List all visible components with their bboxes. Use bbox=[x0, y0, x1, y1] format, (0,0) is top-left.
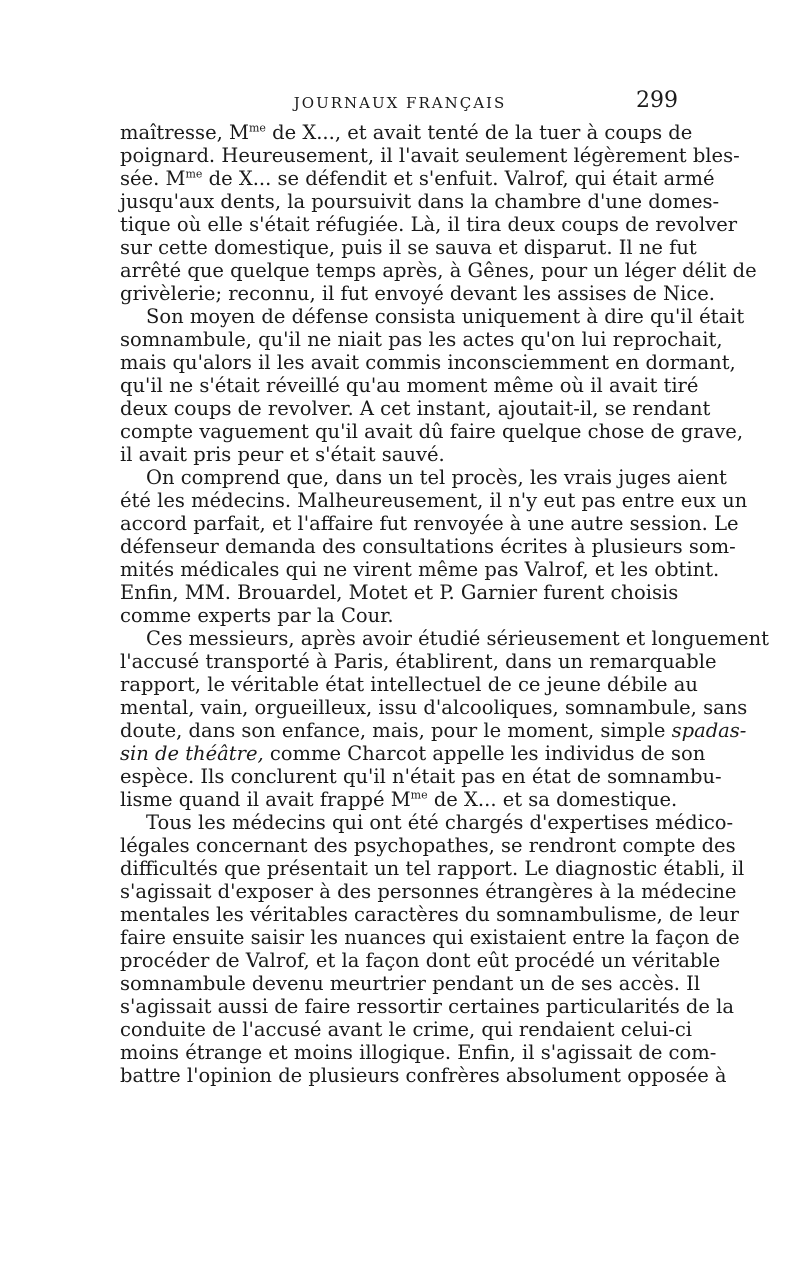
text-line: deux coups de revolver. A cet instant, ajoutait-il, se rendant bbox=[120, 397, 711, 420]
text-line: légales concernant des psychopathes, se rendront compte des bbox=[120, 834, 736, 857]
text-line: été les médecins. Malheureusement, il n'y eut pas entre eux un bbox=[120, 489, 748, 512]
page-number: 299 bbox=[636, 88, 678, 113]
text-line: s'agissait aussi de faire ressortir certaines particularités de la bbox=[120, 995, 735, 1018]
text-line: battre l'opinion de plusieurs confrères absolument opposée à bbox=[120, 1064, 727, 1087]
body-text bbox=[120, 121, 769, 1087]
text-line: Enfin, MM. Brouardel, Motet et P. Garnier furent choisis bbox=[120, 581, 679, 604]
page-header bbox=[120, 88, 680, 118]
text-line: s'agissait d'exposer à des personnes étrangères à la médecine bbox=[120, 880, 737, 903]
text-line: tique où elle s'était réfugiée. Là, il tira deux coups de revolver bbox=[120, 213, 738, 236]
text-line: doute, dans son enfance, mais, pour le moment, simple spadas- bbox=[120, 719, 747, 742]
text-line: accord parfait, et l'affaire fut renvoyée à une autre session. Le bbox=[120, 512, 739, 535]
text-line: jusqu'aux dents, la poursuivit dans la chambre d'une domes- bbox=[120, 190, 720, 213]
text-line: procéder de Valrof, et la façon dont eût procédé un véritable bbox=[120, 949, 721, 972]
text-line: sin de théâtre, comme Charcot appelle les individus de son bbox=[120, 742, 706, 765]
text-line: mais qu'alors il les avait commis inconsciemment en dormant, bbox=[120, 351, 736, 374]
text-line: faire ensuite saisir les nuances qui existaient entre la façon de bbox=[120, 926, 740, 949]
text-line: comme experts par la Cour. bbox=[120, 604, 394, 627]
text-line: Tous les médecins qui ont été chargés d'expertises médico- bbox=[146, 811, 734, 834]
text-line: difficultés que présentait un tel rapport. Le diagnostic établi, il bbox=[120, 857, 745, 880]
text-line: Son moyen de défense consista uniquement à dire qu'il était bbox=[146, 305, 745, 328]
text-line: compte vaguement qu'il avait dû faire quelque chose de grave, bbox=[120, 420, 744, 443]
text-line: arrêté que quelque temps après, à Gênes, pour un léger délit de bbox=[120, 259, 757, 282]
text-line: il avait pris peur et s'était sauvé. bbox=[120, 443, 445, 466]
text-line: somnambule, qu'il ne niait pas les actes qu'on lui reprochait, bbox=[120, 328, 723, 351]
text-line: sée. $M^{me}$ de X... se défendit et s'enfuit. Valrof, qui était armé bbox=[120, 167, 715, 190]
text-line: somnambule devenu meurtrier pendant un de ses accès. Il bbox=[120, 972, 701, 995]
text-line: mentales les véritables caractères du somnambulisme, de leur bbox=[120, 903, 739, 926]
text-line: poignard. Heureusement, il l'avait seulement légèrement bles- bbox=[120, 144, 740, 167]
text-line: conduite de l'accusé avant le crime, qui rendaient celui-ci bbox=[120, 1018, 693, 1041]
text-line: moins étrange et moins illogique. Enfin, il s'agissait de com- bbox=[120, 1041, 717, 1064]
text-line: qu'il ne s'était réveillé qu'au moment même où il avait tiré bbox=[120, 374, 699, 397]
text-line: maîtresse, $M^{me}$ de X..., et avait tenté de la tuer à coups de bbox=[120, 121, 693, 144]
text-line: mités médicales qui ne virent même pas Valrof, et les obtint. bbox=[120, 558, 720, 581]
text-line: Ces messieurs, après avoir étudié sérieusement et longuement bbox=[146, 627, 769, 650]
text-line: mental, vain, orgueilleux, issu d'alcooliques, somnambule, sans bbox=[120, 696, 748, 719]
text-line: espèce. Ils conclurent qu'il n'était pas en état de somnambu- bbox=[120, 765, 722, 788]
text-line: grivèlerie; reconnu, il fut envoyé devant les assises de Nice. bbox=[120, 282, 715, 305]
text-line: On comprend que, dans un tel procès, les vrais juges aient bbox=[146, 466, 727, 489]
running-head: JOURNAUX FRANÇAIS bbox=[293, 94, 507, 112]
text-line: rapport, le véritable état intellectuel de ce jeune débile au bbox=[120, 673, 698, 696]
text-line: l'accusé transporté à Paris, établirent, dans un remarquable bbox=[120, 650, 717, 673]
text-line: sur cette domestique, puis il se sauva et disparut. Il ne fut bbox=[120, 236, 697, 259]
text-line: lisme quand il avait frappé $M^{me}$ de X... et sa domestique. bbox=[120, 788, 678, 811]
text-line: défenseur demanda des consultations écrites à plusieurs som- bbox=[120, 535, 736, 558]
